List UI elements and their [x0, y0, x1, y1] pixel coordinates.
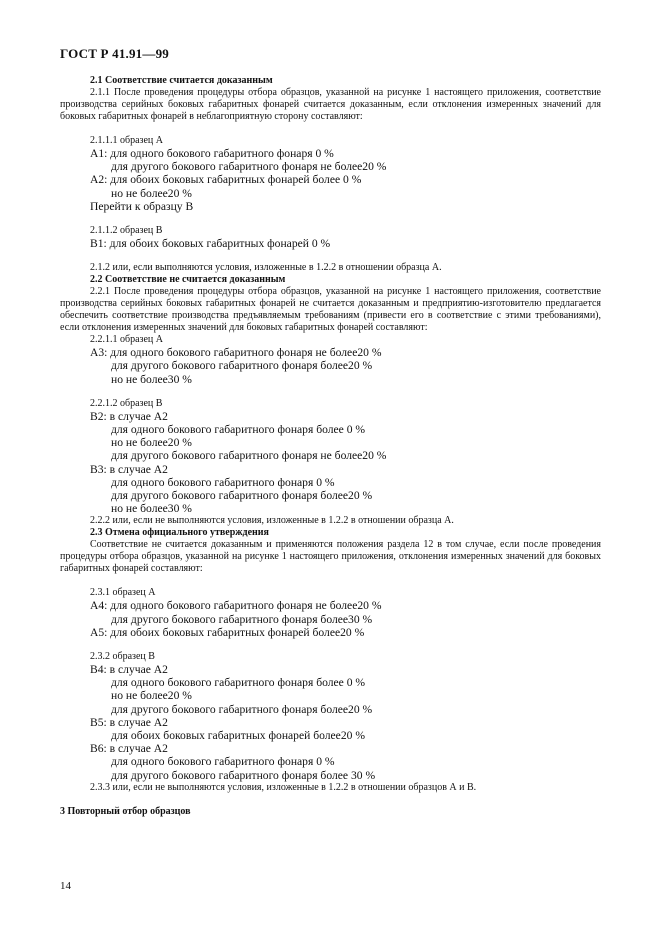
sample-label-2-1-1-2: 2.1.1.2 образец В [90, 225, 163, 237]
criterion-b2: В2: в случае A2 [90, 409, 168, 423]
note-2-2-2: 2.2.2 или, если не выполняются условия, изложенные в 1.2.2 в отношении образца А. [90, 515, 454, 527]
goto-sample-b: Перейти к образцу В [90, 199, 194, 213]
paragraph-2-1-1: 2.1.1 После проведения процедуры отбора образцов, указанной на рисунке 1 настоящего приложения, соответствие производства серийных боковых габаритных фонарей считается доказанным, если отклонения измеренных значений для боковых габаритных фонарей в неблагоприятную сторону составляют: [60, 87, 601, 122]
criterion-a4: A4: для одного бокового габаритного фонаря не более20 % [90, 599, 382, 613]
page-number: 14 [60, 880, 71, 892]
criterion-a4-continued: для другого бокового габаритного фонаря более30 % [111, 612, 373, 626]
criterion-b3-line-3: но не более30 % [111, 502, 192, 516]
sample-label-2-2-1-2: 2.2.1.2 образец В [90, 397, 163, 409]
note-2-1-2: 2.1.2 или, если выполняются условия, изложенные в 1.2.2 в отношении образца А. [90, 262, 442, 274]
criterion-b6-line-2: для другого бокового габаритного фонаря более 30 % [111, 768, 376, 782]
criterion-a1: A1: для одного бокового габаритного фонаря 0 % [90, 147, 334, 160]
criterion-b3: В3: в случае A2 [90, 462, 168, 476]
paragraph-2-3: Соответствие не считается доказанным и применяются положения раздела 12 в том случае, если после проведения процедуры отбора образцов, указанной на рисунке 1 настоящего приложения, отклонения измеренных значений для боковых габаритных фонарей составляют: [60, 539, 601, 575]
criterion-b2-line-1: для одного бокового габаритного фонаря более 0 % [111, 423, 366, 437]
section-2-1-title: 2.1 Соответствие считается доказанным [90, 75, 273, 86]
criterion-a2-continued: но не более20 % [111, 186, 192, 200]
criterion-a3-continued: для другого бокового габаритного фонаря более20 % [111, 359, 373, 373]
criterion-b4: В4: в случае A2 [90, 663, 168, 677]
criterion-b4-line-1: для одного бокового габаритного фонаря более 0 % [111, 676, 366, 690]
criterion-a5: A5: для обоих боковых габаритных фонарей более20 % [90, 625, 365, 639]
note-2-3-3: 2.3.3 или, если не выполняются условия, изложенные в 1.2.2 в отношении образцов А и В. [90, 781, 477, 793]
criterion-b2-line-3: для другого бокового габаритного фонаря не более20 % [111, 449, 387, 463]
paragraph-2-2-1: 2.2.1 После проведения процедуры отбора образцов, указанной на рисунке 1 настоящего приложения, соответствие производства серийных боковых габаритных фонарей не считается доказанным и предприятию-изготовителю предлагается обеспечить соответствие производства предъявляемым требованиям (привести его в соответствие с этими требованиями), если отклонения измеренных значений для боковых габаритных фонарей составляют: [60, 286, 601, 334]
criterion-b4-line-3: для другого бокового габаритного фонаря более20 % [111, 702, 373, 716]
criterion-a1-continued: для другого бокового габаритного фонаря не более20 % [111, 160, 387, 174]
page-content [60, 75, 601, 818]
criterion-a3-limit: но не более30 % [111, 372, 192, 386]
criterion-b4-line-2: но не более20 % [111, 689, 192, 703]
sample-label-2-1-1-1: 2.1.1.1 образец A [90, 135, 163, 146]
section-2-3-title: 2.3 Отмена официального утверждения [90, 527, 269, 539]
criterion-b6: В6: в случае A2 [90, 742, 168, 756]
criterion-b3-line-1: для одного бокового габаритного фонаря 0 % [111, 475, 335, 489]
section-3-title: 3 Повторный отбор образцов [60, 805, 191, 817]
document-header: ГОСТ Р 41.91—99 [60, 46, 169, 61]
criterion-a2: A2: для обоих боковых габаритных фонарей более 0 % [90, 173, 362, 187]
criterion-b1: В1: для обоих боковых габаритных фонарей 0 % [90, 237, 331, 251]
sample-label-2-3-2: 2.3.2 образец В [90, 651, 155, 663]
criterion-b6-line-1: для одного бокового габаритного фонаря 0 % [111, 755, 335, 769]
criterion-b3-line-2: для другого бокового габаритного фонаря более20 % [111, 489, 373, 503]
criterion-b5: В5: в случае A2 [90, 715, 168, 729]
criterion-a3: A3: для одного бокового габаритного фонаря не более20 % [90, 346, 382, 360]
criterion-b5-line-1: для обоих боковых габаритных фонарей более20 % [111, 729, 365, 743]
section-2-2-title: 2.2 Соответствие не считается доказанным [90, 274, 286, 286]
criterion-b2-line-2: но не более20 % [111, 436, 192, 450]
sample-label-2-3-1: 2.3.1 образец А [90, 587, 156, 599]
sample-label-2-2-1-1: 2.2.1.1 образец А [90, 334, 163, 346]
